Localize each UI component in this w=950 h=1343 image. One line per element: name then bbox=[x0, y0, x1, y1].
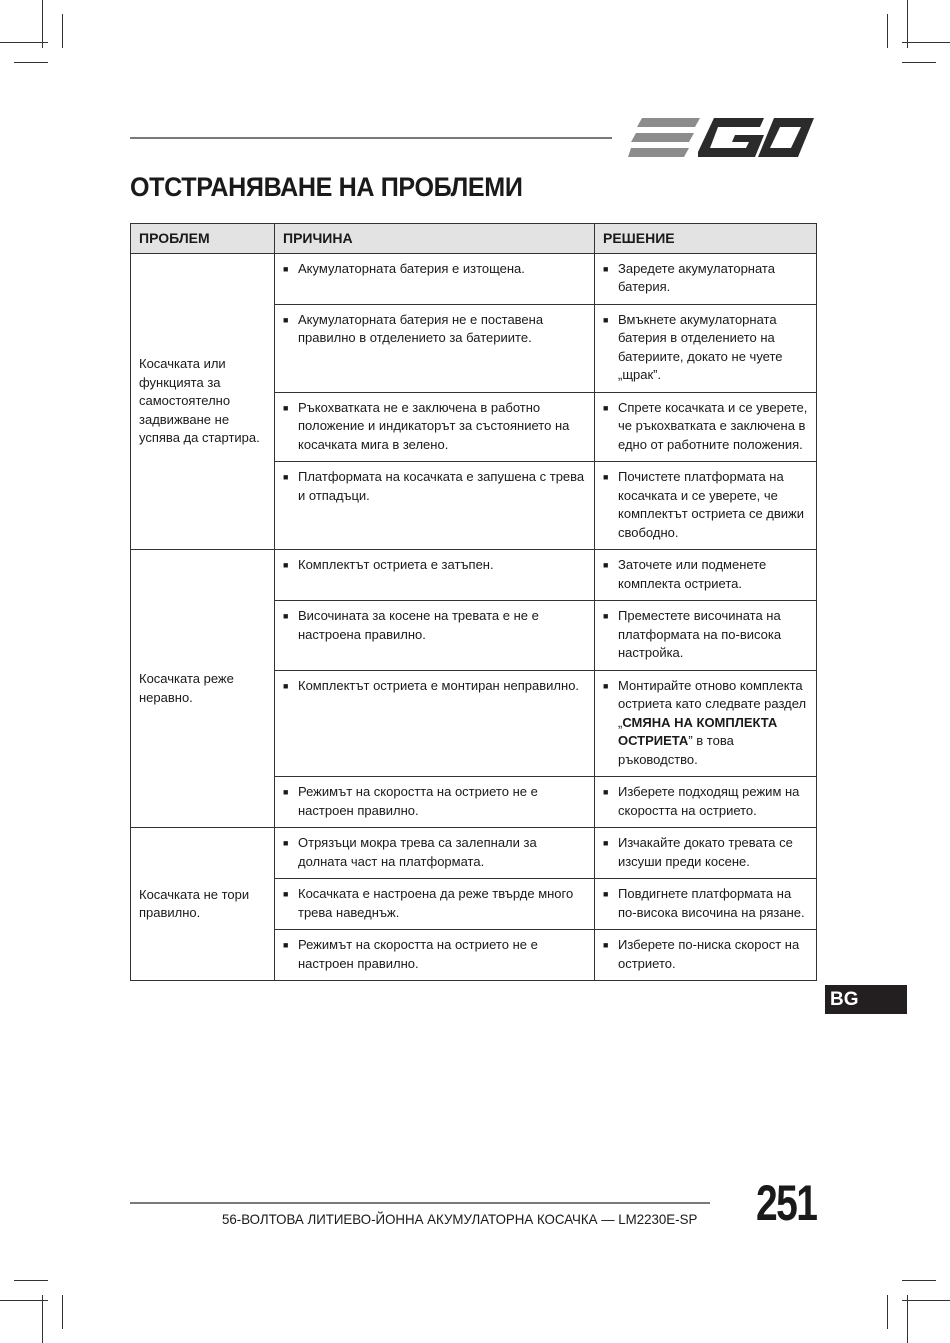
bullet-icon: ■ bbox=[283, 263, 289, 274]
bullet-icon: ■ bbox=[603, 940, 609, 950]
crop-mark bbox=[887, 14, 888, 48]
bullet-icon: ■ bbox=[283, 680, 289, 691]
bullet-icon: ■ bbox=[603, 787, 609, 797]
bullet-icon: ■ bbox=[283, 402, 289, 413]
table-row bbox=[131, 828, 817, 879]
solution-cell: ■ Заточете или подменете комплекта остриета. bbox=[595, 550, 817, 601]
crop-mark bbox=[42, 0, 43, 48]
bullet-icon: ■ bbox=[603, 838, 609, 848]
page-title: ОТСТРАНЯВАНЕ НА ПРОБЛЕМИ bbox=[130, 172, 523, 202]
crop-mark bbox=[0, 42, 48, 43]
cause-cell: ■ Платформата на косачката е запушена с трева и отпадъци. bbox=[275, 462, 595, 550]
problem-cell: Косачката реже неравно. bbox=[131, 550, 275, 828]
solution-cell: ■ Монтирайте отново комплекта остриета като следвате раздел „СМЯНА НА КОМПЛЕКТА ОСТРИЕТА” в това ръководство. bbox=[595, 670, 817, 777]
cause-cell: ■ Косачката е настроена да реже твърде много трева наведнъж. bbox=[275, 879, 595, 930]
bullet-icon: ■ bbox=[603, 263, 609, 274]
solution-cell: ■ Почистете платформата на косачката и се уверете, че комплектът остриета се движи свободно. bbox=[595, 462, 817, 550]
cause-cell: ■ Отрязъци мокра трева са залепнали за долната част на платформата. bbox=[275, 828, 595, 879]
solution-cell: ■ Изберете по-ниска скорост на острието. bbox=[595, 930, 817, 981]
header-cause: ПРИЧИНА bbox=[275, 224, 595, 254]
footer-rule bbox=[130, 1202, 710, 1204]
table-row bbox=[131, 253, 817, 304]
cause-cell: ■ Височината за косене на тревата е не е настроена правилно. bbox=[275, 601, 595, 671]
bullet-icon: ■ bbox=[283, 314, 289, 325]
cause-cell: ■ Комплектът остриета е затъпен. bbox=[275, 550, 595, 601]
bullet-icon: ■ bbox=[283, 889, 289, 899]
bullet-icon: ■ bbox=[283, 787, 289, 797]
crop-mark bbox=[907, 0, 908, 48]
section-reference: СМЯНА НА КОМПЛЕКТА ОСТРИЕТА bbox=[618, 714, 778, 748]
solution-cell: ■ Изчакайте докато тревата се изсуши преди косене. bbox=[595, 828, 817, 879]
bullet-icon: ■ bbox=[603, 611, 609, 621]
crop-mark bbox=[62, 14, 63, 48]
bullet-icon: ■ bbox=[283, 838, 289, 848]
bullet-icon: ■ bbox=[603, 889, 609, 899]
bullet-icon: ■ bbox=[283, 611, 289, 621]
cause-cell: ■ Ръкохватката не е заключена в работно положение и индикаторът за състоянието на косачката мига в зелено. bbox=[275, 392, 595, 462]
solution-cell: ■ Преместете височината на платформата на по-висока настройка. bbox=[595, 601, 817, 671]
cause-cell: ■ Режимът на скоростта на острието не е настроен правилно. bbox=[275, 930, 595, 981]
crop-mark bbox=[902, 42, 950, 43]
problem-cell: Косачката или функцията за самостоятелно задвижване не успява да стартира. bbox=[131, 253, 275, 550]
crop-mark bbox=[902, 1280, 936, 1281]
header-rule bbox=[130, 137, 612, 139]
cause-cell: ■ Комплектът остриета е монтиран неправилно. bbox=[275, 670, 595, 777]
language-tab: BG bbox=[825, 985, 907, 1014]
table-header-row bbox=[131, 224, 817, 254]
problem-cell: Косачката не тори правилно. bbox=[131, 828, 275, 981]
crop-mark bbox=[907, 1295, 908, 1343]
cause-cell: ■ Режимът на скоростта на острието не е настроен правилно. bbox=[275, 777, 595, 828]
crop-mark bbox=[887, 1295, 888, 1329]
ego-logo bbox=[628, 116, 814, 160]
cause-cell: ■ Акумулаторната батерия е изтощена. bbox=[275, 253, 595, 304]
footer-title: 56-ВОЛТОВА ЛИТИЕВО-ЙОННА АКУМУЛАТОРНА КОСАЧКА — LM2230E-SP bbox=[221, 1211, 697, 1227]
bullet-icon: ■ bbox=[603, 560, 609, 570]
solution-cell: ■ Повдигнете платформата на по-висока височина на рязане. bbox=[595, 879, 817, 930]
solution-cell: ■ Изберете подходящ режим на скоростта на острието. bbox=[595, 777, 817, 828]
crop-mark bbox=[14, 1280, 48, 1281]
cause-cell: ■ Акумулаторната батерия не е поставена правилно в отделението за батериите. bbox=[275, 304, 595, 392]
header-problem: ПРОБЛЕМ bbox=[131, 224, 275, 254]
bullet-icon: ■ bbox=[283, 472, 289, 482]
crop-mark bbox=[14, 62, 48, 63]
bullet-icon: ■ bbox=[283, 560, 289, 570]
crop-mark bbox=[42, 1295, 43, 1343]
table-row bbox=[131, 550, 817, 601]
crop-mark bbox=[902, 62, 936, 63]
solution-cell: ■ Заредете акумулаторната батерия. bbox=[595, 253, 817, 304]
header-solution: РЕШЕНИЕ bbox=[595, 224, 817, 254]
solution-cell: ■ Спрете косачката и се уверете, че ръкохватката е заключена в едно от работните положения. bbox=[595, 392, 817, 462]
bullet-icon: ■ bbox=[603, 472, 609, 482]
crop-mark bbox=[62, 1295, 63, 1329]
bullet-icon: ■ bbox=[603, 314, 609, 325]
solution-cell: ■ Вмъкнете акумулаторната батерия в отделението на батериите, докато не чуете „щрак”. bbox=[595, 304, 817, 392]
bullet-icon: ■ bbox=[603, 402, 609, 413]
troubleshooting-table bbox=[130, 223, 817, 981]
bullet-icon: ■ bbox=[603, 680, 609, 691]
crop-mark bbox=[902, 1300, 950, 1301]
crop-mark bbox=[0, 1300, 48, 1301]
page-number: 251 bbox=[756, 1175, 817, 1231]
bullet-icon: ■ bbox=[283, 940, 289, 950]
